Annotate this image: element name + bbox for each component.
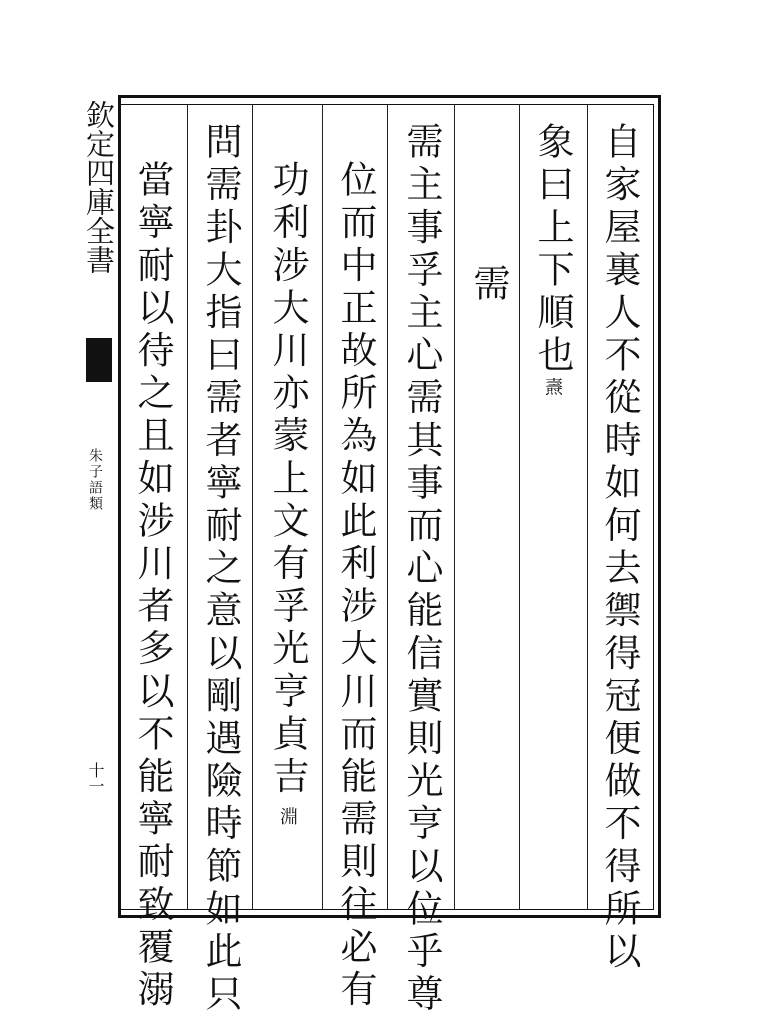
section-heading <box>467 264 510 307</box>
text-column-4 <box>400 122 443 1017</box>
column-text: 需主事孚主心需其事而心能信實則光亨以位乎尊 <box>400 122 443 1017</box>
text-column-1 <box>598 122 641 974</box>
margin-page-number: 十一 <box>86 762 105 794</box>
fish-tail-mark <box>86 338 112 376</box>
column-text: 當寧耐以待之且如涉川者多以不能寧耐致覆溺 <box>131 160 174 1012</box>
margin-title: 欽定四庫全書 <box>82 100 116 274</box>
column-text: 自家屋裏人不從時如何去禦得冠便做不得所以 <box>598 122 641 974</box>
text-column-6 <box>266 160 309 825</box>
column-divider <box>252 104 253 910</box>
text-column-5 <box>334 160 377 1012</box>
column-divider <box>454 104 455 910</box>
column-note: 淵 <box>277 807 298 825</box>
column-note: 燾 <box>542 377 563 396</box>
text-column-8 <box>131 160 174 1012</box>
column-divider <box>519 104 520 910</box>
column-text: 位而中正故所為如此利涉大川而能需則往必有 <box>334 160 377 1012</box>
column-divider <box>322 104 323 910</box>
column-text: 問需卦大指曰需者寧耐之意以剛遇險時節如此只 <box>199 122 242 1017</box>
column-text: 需 <box>467 264 510 307</box>
text-column-7 <box>199 122 242 1017</box>
column-text: 象曰上下順也 <box>531 122 574 378</box>
column-divider <box>187 104 188 910</box>
column-text: 功利涉大川亦蒙上文有孚光亨貞吉 <box>266 160 309 799</box>
margin-book-name: 朱子語類 <box>87 448 103 512</box>
column-divider <box>387 104 388 910</box>
text-column-2 <box>531 122 574 396</box>
column-divider <box>587 104 588 910</box>
fold-edge-line <box>118 95 121 918</box>
